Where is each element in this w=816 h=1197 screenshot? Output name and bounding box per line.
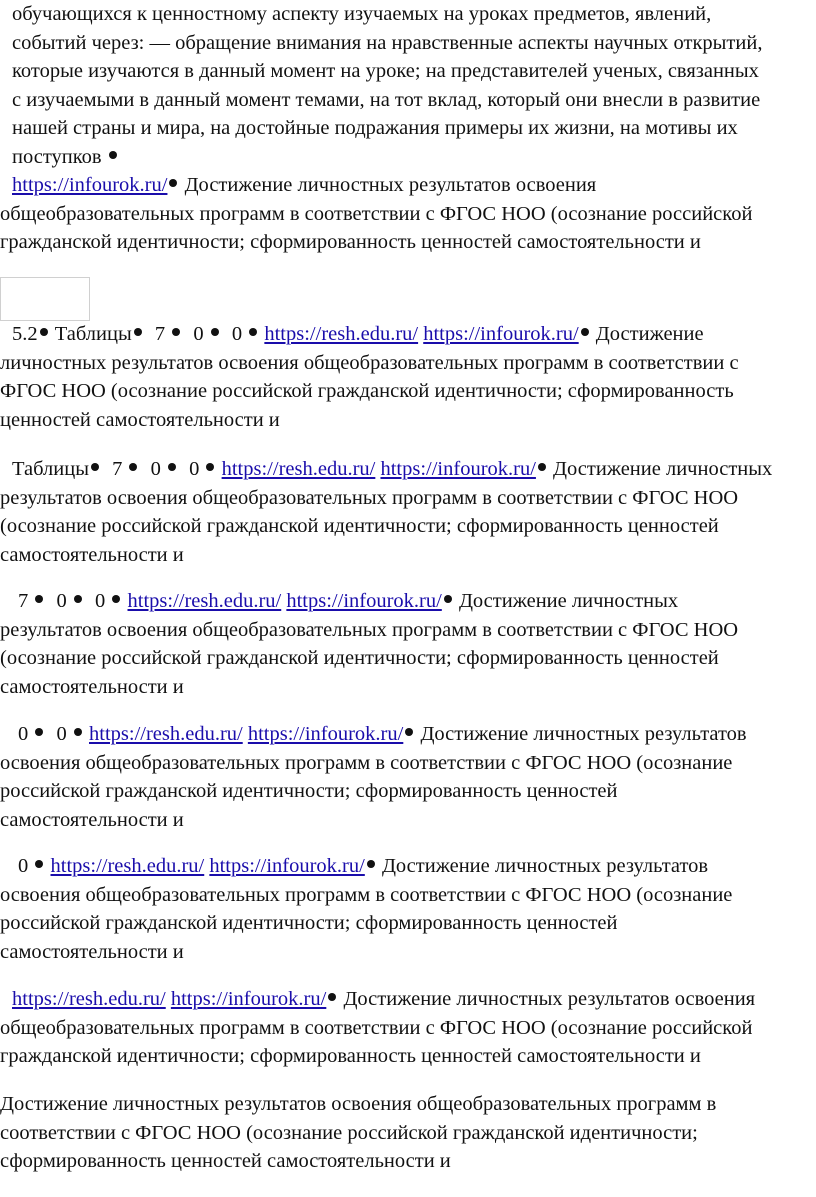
text-line: российской гражданской идентичности; сформированность ценностей — [0, 912, 618, 935]
infourok-link[interactable]: https://infourok.ru/ — [423, 323, 579, 345]
infourok-link[interactable]: https://infourok.ru/ — [12, 174, 168, 196]
text-line — [0, 720, 812, 749]
bullet-icon — [444, 595, 452, 603]
paragraph-intro — [12, 0, 812, 172]
bullet-icon — [249, 328, 257, 336]
text-line — [0, 455, 812, 484]
infourok-link[interactable]: https://infourok.ru/ — [209, 855, 365, 877]
text-line — [0, 587, 812, 616]
text-line — [0, 985, 812, 1014]
bullet-icon — [172, 328, 180, 336]
paragraph-seven — [0, 587, 812, 701]
count-value: 0 — [189, 458, 200, 480]
bullet-icon — [112, 595, 120, 603]
text-line: результатов освоения общеобразовательных программ в соответствии с ФГОС НОО — [0, 618, 739, 641]
text-line: общеобразовательных программ в соответствии с ФГОС НОО (осознание российской — [0, 202, 753, 225]
text-line: Достижение личностных результатов освоения общеобразовательных программ в — [0, 1093, 717, 1115]
bullet-icon — [405, 728, 413, 736]
infourok-link[interactable]: https://infourok.ru/ — [380, 458, 536, 480]
resh-link[interactable]: https://resh.edu.ru/ — [127, 590, 282, 612]
text-line: соответствии с ФГОС НОО (осознание российской гражданской идентичности; — [0, 1121, 698, 1144]
text-fragment: Таблицы — [54, 323, 132, 345]
resh-link[interactable]: https://resh.edu.ru/ — [12, 988, 166, 1010]
text-fragment: Достижение личностных результатов — [420, 723, 747, 745]
text-line: с изучаемыми в данный момент темами, на тот вклад, который они внесли в развитие — [12, 88, 761, 111]
text-line — [0, 171, 812, 200]
bullet-icon — [328, 993, 336, 1001]
text-line: ФГОС НОО (осознание российской гражданской идентичности; сформированность — [0, 380, 734, 403]
text-line: самостоятельности и — [0, 940, 184, 963]
bullet-icon — [129, 463, 137, 471]
text-line: событий через: — обращение внимания на нравственные аспекты научных открытий, — [12, 31, 763, 54]
text-line: ценностей самостоятельности и — [0, 408, 280, 431]
bullet-icon — [581, 328, 589, 336]
count-value: 0 — [193, 323, 204, 345]
text-line: гражданской идентичности; сформированность ценностей самостоятельности и — [0, 231, 701, 254]
text-fragment: Достижение личностных результатов освоения — [343, 988, 756, 1010]
bullet-icon — [35, 595, 43, 603]
paragraph-5-2 — [0, 320, 812, 434]
text-fragment: Достижение личностных — [458, 590, 679, 612]
bullet-icon — [169, 179, 177, 187]
text-line: российской гражданской идентичности; сформированность ценностей — [0, 780, 618, 803]
infourok-link[interactable]: https://infourok.ru/ — [247, 723, 404, 745]
resh-link[interactable]: https://resh.edu.ru/ — [264, 323, 419, 345]
text-line: (осознание российской гражданской идентичности; сформированность ценностей — [0, 515, 719, 538]
resh-link[interactable]: https://resh.edu.ru/ — [221, 458, 376, 480]
bullet-icon — [109, 151, 117, 159]
text-line: нашей страны и мира, на достойные подражания примеры их жизни, на мотивы их — [12, 117, 738, 140]
bullet-icon — [134, 328, 142, 336]
bullet-icon — [74, 728, 82, 736]
text-line — [0, 320, 812, 349]
bullet-icon — [91, 463, 99, 471]
count-value: 0 — [56, 590, 67, 612]
text-line — [12, 143, 812, 172]
count-value: 0 — [18, 855, 29, 877]
text-fragment: Достижение — [595, 323, 704, 345]
bullet-icon — [367, 860, 375, 868]
text-line: общеобразовательных программ в соответствии с ФГОС НОО (осознание российской — [0, 1016, 753, 1039]
text-fragment: Достижение личностных результатов — [381, 855, 709, 877]
text-line: которые изучаются в данный момент на уроке; на представителей ученых, связанных — [12, 60, 759, 83]
resh-link[interactable]: https://resh.edu.ru/ — [50, 855, 205, 877]
text-line: освоения общеобразовательных программ в соответствии с ФГОС НОО (осознание — [0, 751, 733, 774]
paragraph-zero-zero — [0, 720, 812, 834]
count-value: 7 — [18, 590, 29, 612]
text-line — [0, 852, 812, 881]
lesson-number: 5.2 — [12, 323, 38, 345]
bullet-icon — [35, 728, 43, 736]
resh-link[interactable]: https://resh.edu.ru/ — [89, 723, 243, 745]
count-value: 0 — [56, 723, 67, 745]
text-line: личностных результатов освоения общеобразовательных программ в соответствии с — [0, 351, 739, 374]
bullet-icon — [206, 463, 214, 471]
bullet-icon — [35, 860, 43, 868]
text-line: самостоятельности и — [0, 543, 184, 566]
count-value: 0 — [150, 458, 161, 480]
paragraph-links — [0, 985, 812, 1071]
infourok-link[interactable]: https://infourok.ru/ — [286, 590, 442, 612]
paragraph-final — [0, 1090, 812, 1176]
bullet-icon — [40, 328, 48, 336]
image-placeholder — [0, 277, 90, 321]
count-value: 7 — [112, 458, 123, 480]
bullet-icon — [74, 595, 82, 603]
text-line: освоения общеобразовательных программ в соответствии с ФГОС НОО (осознание — [0, 883, 733, 906]
text-line: обучающихся к ценностному аспекту изучаемых на уроках предметов, явлений, — [12, 3, 712, 25]
text-line: гражданской идентичности; сформированность ценностей самостоятельности и — [0, 1045, 701, 1068]
text-line: сформированность ценностей самостоятельности и — [0, 1150, 451, 1173]
bullet-icon — [538, 463, 546, 471]
text-line: результатов освоения общеобразовательных программ в соответствии с ФГОС НОО — [0, 486, 739, 509]
infourok-link[interactable]: https://infourok.ru/ — [170, 988, 327, 1010]
paragraph-zero — [0, 852, 812, 966]
count-value: 0 — [231, 323, 243, 345]
text-line: самостоятельности и — [0, 675, 184, 698]
count-value: 0 — [18, 723, 29, 745]
paragraph-tables — [0, 455, 812, 569]
count-value: 7 — [154, 323, 166, 345]
text-line: самостоятельности и — [0, 808, 184, 831]
text-fragment: Достижение личностных — [553, 458, 773, 480]
count-value: 0 — [95, 590, 106, 612]
text-fragment: Достижение личностных результатов освоения — [184, 174, 597, 196]
bullet-icon — [211, 328, 219, 336]
text-line: (осознание российской гражданской идентичности; сформированность ценностей — [0, 647, 719, 670]
text-fragment: поступков — [12, 145, 102, 168]
bullet-icon — [168, 463, 176, 471]
paragraph-achievement — [0, 171, 812, 257]
text-fragment: Таблицы — [12, 458, 89, 480]
